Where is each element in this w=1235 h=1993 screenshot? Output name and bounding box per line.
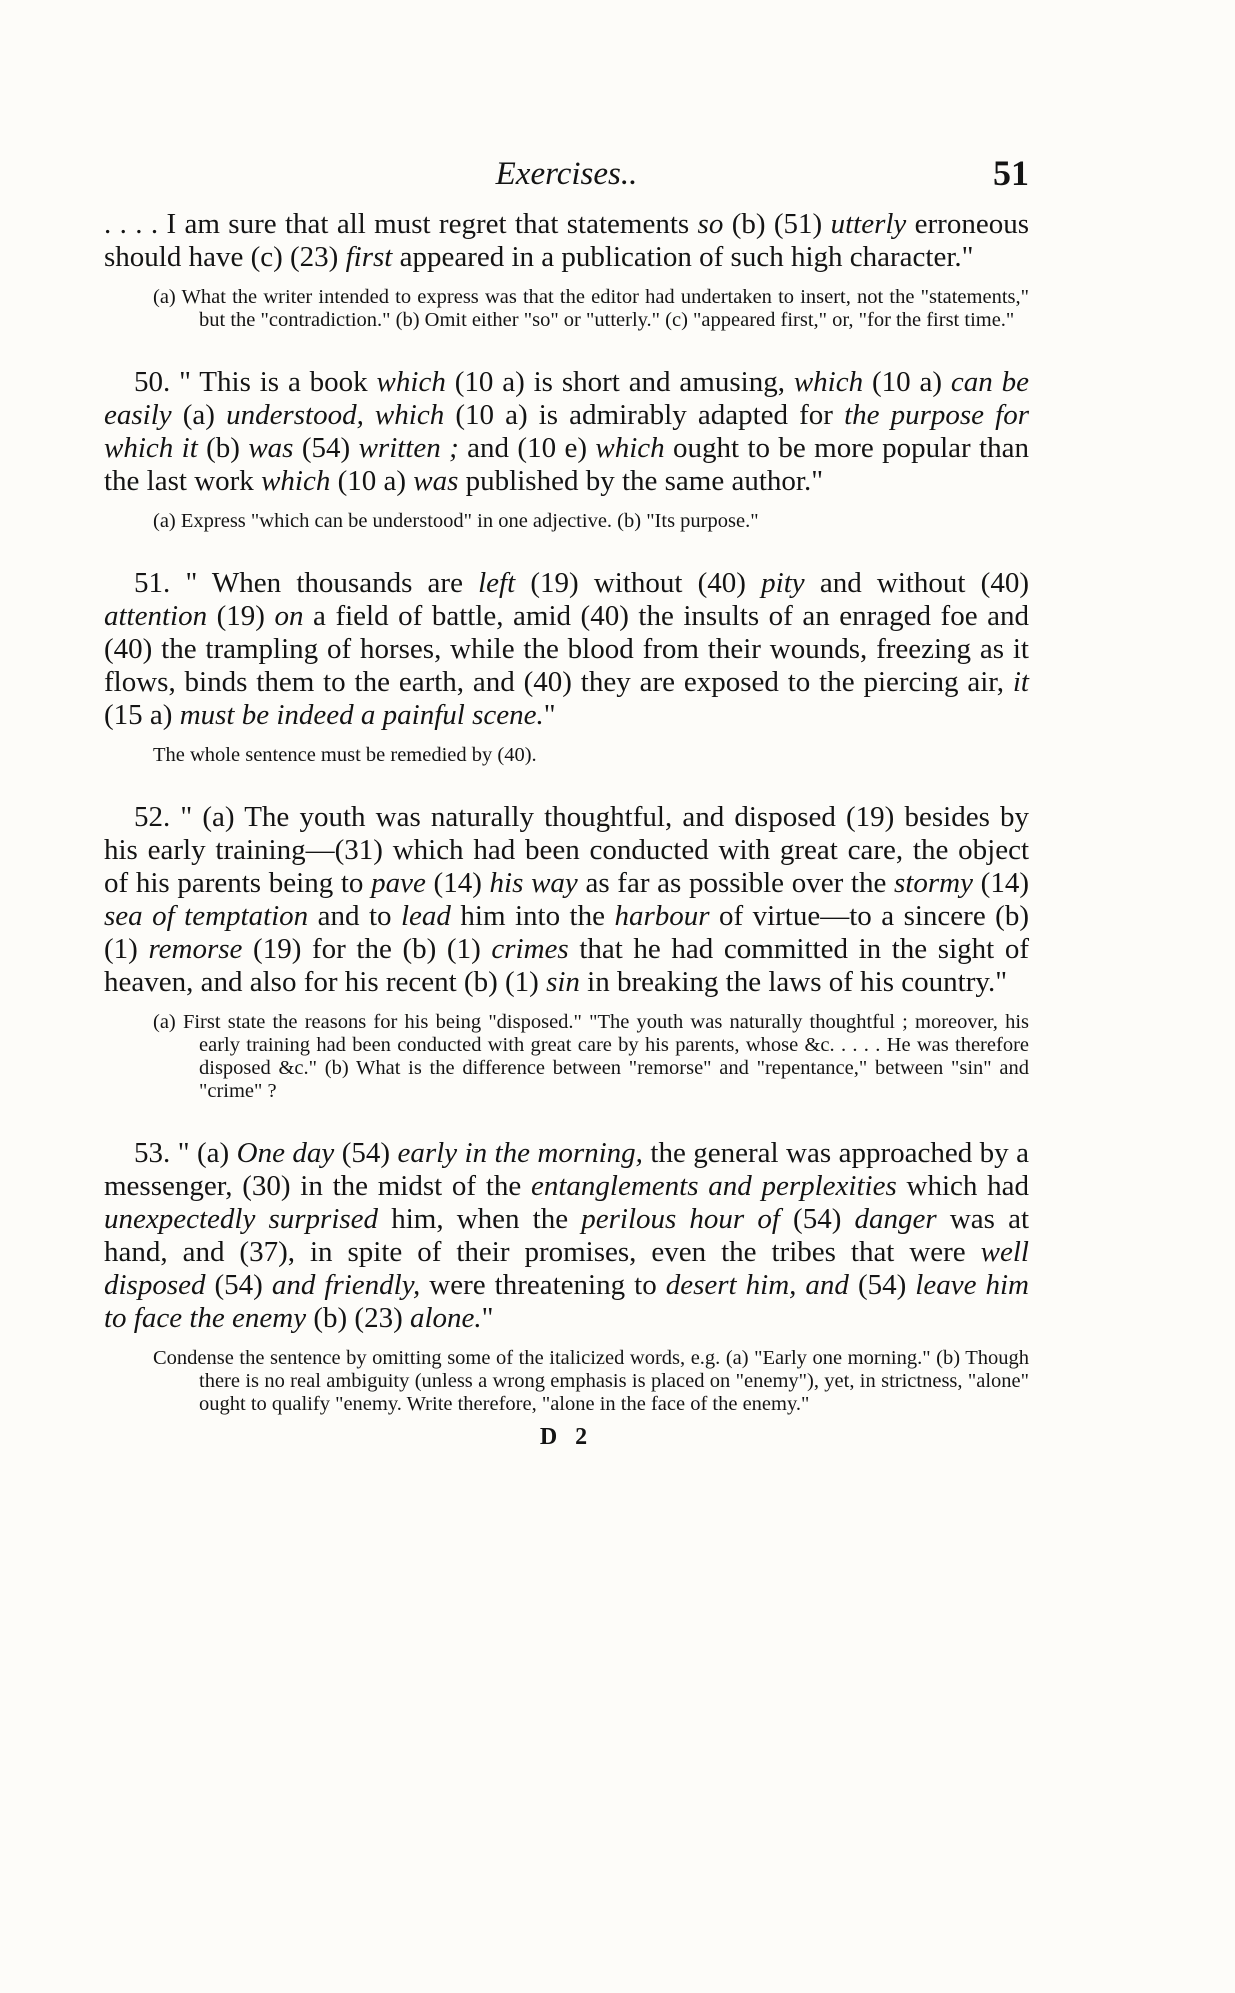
exercise-note: (a) First state the reasons for his being "disposed." "The youth was naturally thoughtful ; moreover, his early training had been conducted with great care by his parents, whose &c. . . . . He was therefore disposed &c." (b) What is the difference between "remorse" and "repentance," between "sin" and "crime" ? (153, 1011, 1029, 1102)
continuation-paragraph: . . . . I am sure that all must regret that statements so (b) (51) utterly erroneous should have (c) (23) first appeared in a publication of such high character." (104, 208, 1029, 273)
page-number: 51 (993, 153, 1029, 193)
exercise-text: 52. " (a) The youth was naturally thoughtful, and disposed (19) besides by his early training—(31) which had been conducted with great care, the object of his parents being to pave (14) his way as far as possible over the stormy (14) sea of temptation and to lead him into the harbour of virtue—to a sincere (b) (1) remorse (19) for the (b) (1) crimes that he had committed in the sight of heaven, and also for his recent (b) (1) sin in breaking the laws of his country." (104, 801, 1030, 998)
exercise-number: 51. (134, 567, 171, 599)
exercise-note: Condense the sentence by omitting some of the italicized words, e.g. (a) "Early one morning." (b) Though there is no real ambiguity (unless a wrong emphasis is placed on "enemy"), yet, in strictness, "alone" ought to qualify "enemy. Write therefore, "alone in the face of the enemy." (153, 1347, 1029, 1415)
running-title: Exercises.. (495, 156, 638, 192)
exercise-text: 53. " (a) One day (54) early in the morning, the general was approached by a messenger, (30) in the midst of the entanglements and perplexities which had unexpectedly surprised him, when the perilous hour of (54) danger was at hand, and (37), in spite of their promises, even the tribes that were well disposed (54) and friendly, were threatening to desert him, and (54) leave him to face the enemy (b) (23) alone." (104, 1137, 1029, 1334)
page (104, 150, 1029, 1451)
continuation-note: (a) What the writer intended to express was that the editor had undertaken to insert, not the "statements," but the "contradiction." (b) Omit either "so" or "utterly." (c) "appeared first," or, "for the first time." (153, 286, 1029, 331)
signature-mark: D 2 (539, 1424, 594, 1450)
exercise-number: 52. (134, 801, 171, 833)
exercise-52 (104, 801, 1029, 1103)
exercise-50 (104, 366, 1029, 533)
exercise-text: 50. " This is a book which (10 a) is short and amusing, which (10 a) can be easily (a) understood, which (10 a) is admirably adapted for the purpose for which it (b) was (54) written ; and (10 e) which ought to be more popular than the last work which (10 a) was published by the same author." (104, 366, 1030, 497)
page-header (104, 150, 1029, 208)
exercise-text: 51. " When thousands are left (19) without (40) pity and without (40) attention (19) on a field of battle, amid (40) the insults of an enraged foe and (40) the trampling of horses, while the blood from their wounds, freezing as it flows, binds them to the earth, and (40) they are exposed to the piercing air, it (15 a) must be indeed a painful scene." (104, 567, 1029, 731)
exercise-53 (104, 1137, 1029, 1416)
exercise-note: (a) Express "which can be understood" in one adjective. (b) "Its purpose." (153, 510, 759, 532)
exercise-51 (104, 567, 1029, 767)
exercise-number: 53. (134, 1137, 171, 1169)
exercise-note: The whole sentence must be remedied by (40). (153, 744, 537, 766)
exercise-number: 50. (134, 366, 171, 398)
